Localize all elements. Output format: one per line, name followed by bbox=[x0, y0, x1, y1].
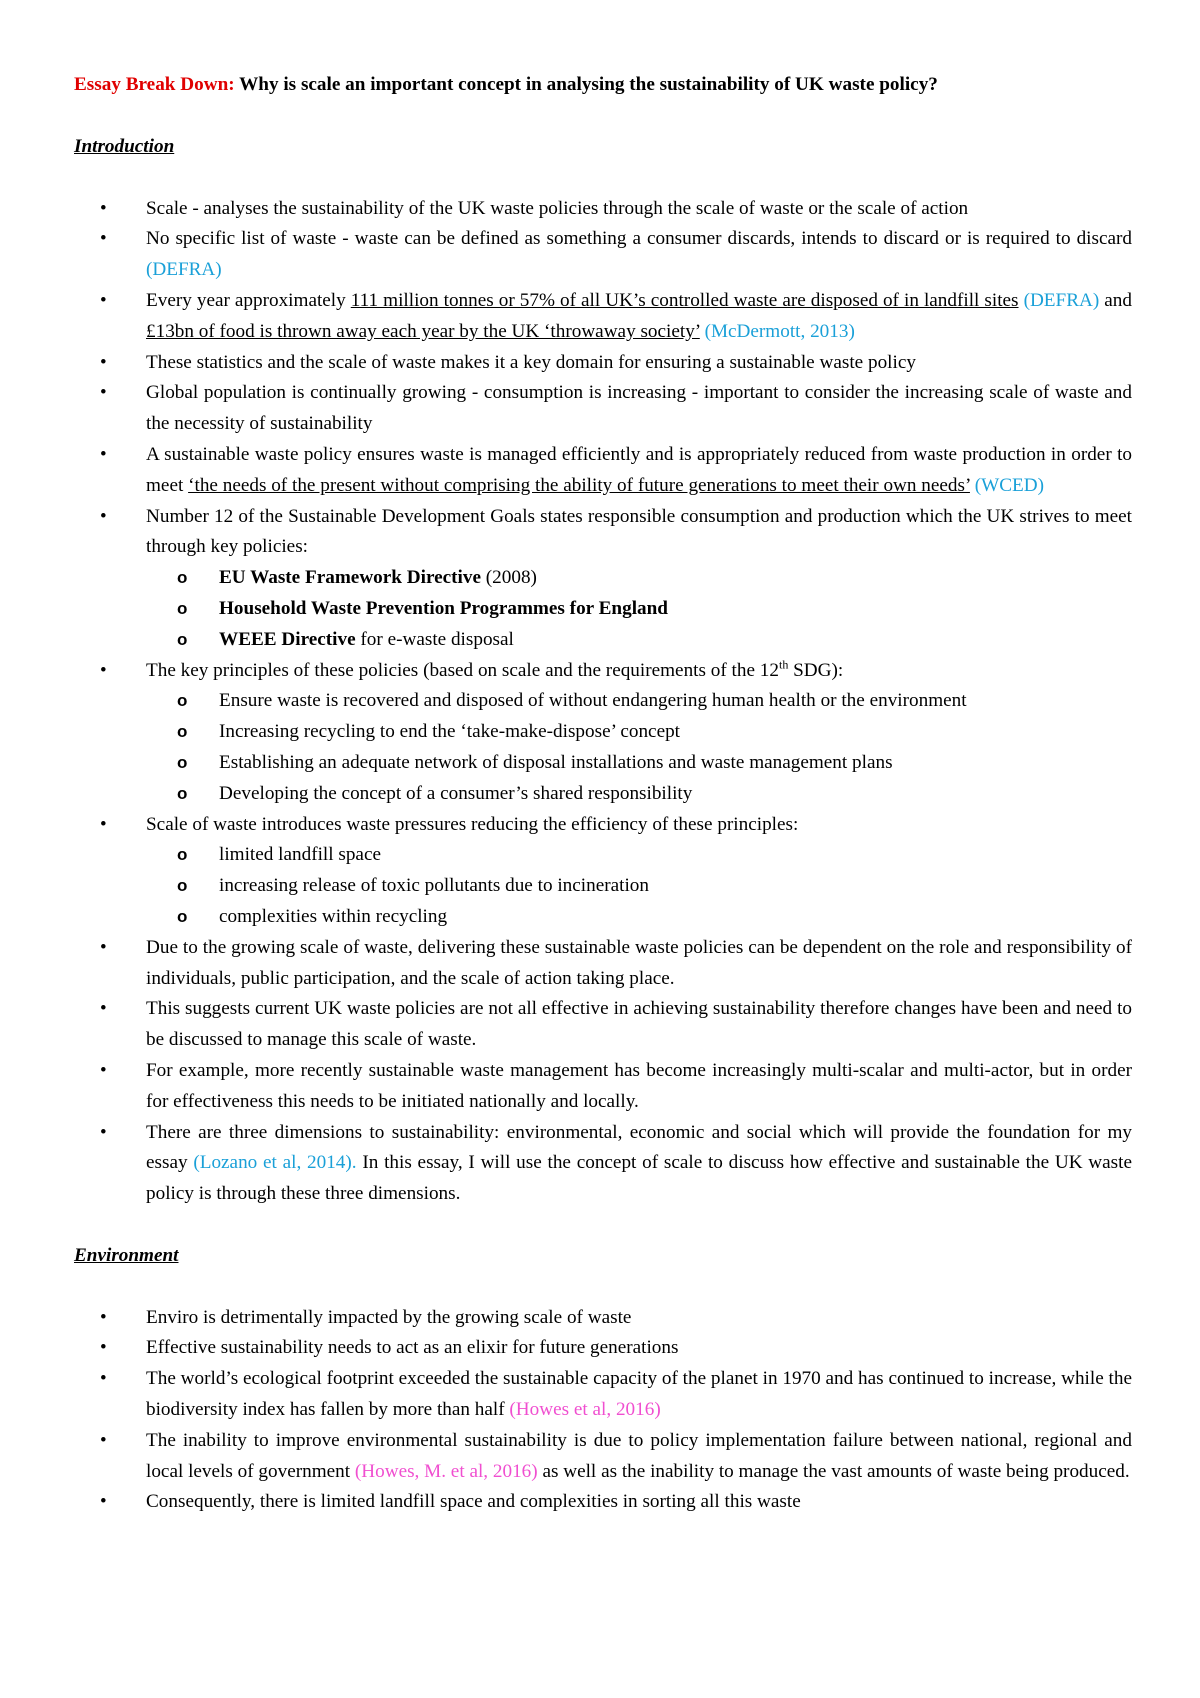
citation: (Lozano et al, 2014). bbox=[193, 1152, 357, 1174]
bullet-icon: • bbox=[100, 1491, 107, 1513]
section-heading-environment: Environment bbox=[74, 1244, 179, 1266]
list-item: • For example, more recently sustainable waste management has become increasingly multi-scalar and multi-actor, but in order for effectiveness this needs to be initiated nationally and locally. bbox=[74, 1056, 1132, 1118]
citation: (McDermott, 2013) bbox=[704, 320, 855, 342]
sub-bullet-icon: o bbox=[177, 876, 188, 896]
sub-list-item: o complexities within recycling bbox=[146, 902, 1132, 933]
list-item: • The world’s ecological footprint exceeded the sustainable capacity of the planet in 1970 and has continued to increase, while the biodiversity index has fallen by more than half (Howes et al, 2016) bbox=[74, 1364, 1132, 1426]
section-heading-introduction: Introduction bbox=[74, 135, 175, 157]
sub-bullet-icon: o bbox=[177, 568, 188, 588]
title-label: Essay Break Down: bbox=[74, 74, 235, 95]
bullet-icon: • bbox=[100, 1306, 107, 1328]
sub-bullet-icon: o bbox=[177, 691, 188, 711]
principles-sublist bbox=[146, 686, 1132, 809]
list-item: • Due to the growing scale of waste, delivering these sustainable waste policies can be dependent on the role and responsibility of individuals, public participation, and the scale of action taking place. bbox=[74, 933, 1132, 995]
underlined-quote: ‘the needs of the present without comprising the ability of future generations to meet their own needs’ bbox=[188, 474, 970, 496]
sub-bullet-icon: o bbox=[177, 629, 188, 649]
document-page bbox=[74, 70, 1132, 1518]
citation: (DEFRA) bbox=[146, 259, 222, 281]
underlined-statistic: 111 million tonnes or 57% of all UK’s controlled waste are disposed of in landfill sites bbox=[350, 289, 1019, 311]
introduction-bullets bbox=[74, 194, 1132, 1210]
list-item: • These statistics and the scale of waste makes it a key domain for ensuring a sustainable waste policy bbox=[74, 348, 1132, 379]
sub-list-item: o Ensure waste is recovered and disposed of without endangering human health or the environment bbox=[146, 686, 1132, 717]
bullet-icon: • bbox=[100, 505, 107, 527]
list-item: • A sustainable waste policy ensures waste is managed efficiently and is appropriately reduced from waste production in order to meet ‘the needs of the present without comprising the ability of future generations to meet their own needs’ (WCED) bbox=[74, 440, 1132, 502]
bullet-icon: • bbox=[100, 1121, 107, 1143]
list-item: • Effective sustainability needs to act as an elixir for future generations bbox=[74, 1333, 1132, 1364]
sub-bullet-icon: o bbox=[177, 598, 188, 618]
bullet-icon: • bbox=[100, 1059, 107, 1081]
bullet-icon: • bbox=[100, 228, 107, 250]
policy-sublist bbox=[146, 563, 1132, 655]
title-question: Why is scale an important concept in analysing the sustainability of UK waste policy? bbox=[239, 74, 938, 95]
bullet-icon: • bbox=[100, 351, 107, 373]
bullet-icon: • bbox=[100, 1337, 107, 1359]
list-item: • This suggests current UK waste policies are not all effective in achieving sustainability therefore changes have been and need to be discussed to manage this scale of waste. bbox=[74, 994, 1132, 1056]
sub-bullet-icon: o bbox=[177, 722, 188, 742]
list-item: • Scale - analyses the sustainability of the UK waste policies through the scale of waste or the scale of action bbox=[74, 194, 1132, 225]
sub-list-item: o Establishing an adequate network of disposal installations and waste management plans bbox=[146, 748, 1132, 779]
sub-list-item: o WEEE Directive for e-waste disposal bbox=[146, 625, 1132, 656]
citation: (DEFRA) bbox=[1023, 289, 1100, 311]
list-item: • Consequently, there is limited landfill space and complexities in sorting all this waste bbox=[74, 1487, 1132, 1518]
list-item: • Every year approximately 111 million tonnes or 57% of all UK’s controlled waste are disposed of in landfill sites (DEFRA) and £13bn of food is thrown away each year by the UK ‘throwaway society’ (McDermott, 2013) bbox=[74, 286, 1132, 348]
list-item: • The inability to improve environmental sustainability is due to policy implementation failure between national, regional and local levels of government (Howes, M. et al, 2016) as well as the inability to manage the vast amounts of waste being produced. bbox=[74, 1426, 1132, 1488]
sub-list-item: o Developing the concept of a consumer’s shared responsibility bbox=[146, 779, 1132, 810]
bullet-icon: • bbox=[100, 936, 107, 958]
bullet-icon: • bbox=[100, 382, 107, 404]
list-item: • Scale of waste introduces waste pressures reducing the efficiency of these principles: o limited landfill space o increasing release of toxic pollutants due to incineration o complexities within recycling bbox=[74, 810, 1132, 933]
underlined-statistic: £13bn of food is thrown away each year by the UK ‘throwaway society’ bbox=[146, 320, 700, 342]
sub-bullet-icon: o bbox=[177, 845, 188, 865]
citation: (Howes, M. et al, 2016) bbox=[354, 1460, 538, 1482]
list-item: • Enviro is detrimentally impacted by the growing scale of waste bbox=[74, 1303, 1132, 1334]
essay-title bbox=[74, 70, 1132, 101]
bullet-icon: • bbox=[100, 1368, 107, 1390]
sub-list-item: o Household Waste Prevention Programmes for England bbox=[146, 594, 1132, 625]
bullet-icon: • bbox=[100, 197, 107, 219]
citation: (WCED) bbox=[974, 474, 1044, 496]
pressures-sublist bbox=[146, 840, 1132, 932]
bullet-icon: • bbox=[100, 998, 107, 1020]
environment-bullets bbox=[74, 1303, 1132, 1519]
sub-list-item: o Increasing recycling to end the ‘take-make-dispose’ concept bbox=[146, 717, 1132, 748]
sub-list-item: o increasing release of toxic pollutants due to incineration bbox=[146, 871, 1132, 902]
list-item: • There are three dimensions to sustainability: environmental, economic and social which will provide the foundation for my essay (Lozano et al, 2014). In this essay, I will use the concept of scale to discuss how effective and sustainable the UK waste policy is through these three dimensions. bbox=[74, 1118, 1132, 1210]
list-item: • Global population is continually growing - consumption is increasing - important to consider the increasing scale of waste and the necessity of sustainability bbox=[74, 378, 1132, 440]
bullet-icon: • bbox=[100, 659, 107, 681]
list-item: • Number 12 of the Sustainable Development Goals states responsible consumption and production which the UK strives to meet through key policies: o EU Waste Framework Directive (2008) o Household Waste Prevention Programmes for England o WEEE Directive for e-waste disposal bbox=[74, 502, 1132, 656]
list-item: • The key principles of these policies (based on scale and the requirements of the 12th SDG): o Ensure waste is recovered and disposed of without endangering human health or the environment o Increasing recycling to end the ‘take-make-dispose’ concept o Establishing an adequate network of disposal installations and waste management plans o Developing the concept of a consumer’s shared responsibility bbox=[74, 656, 1132, 810]
sub-bullet-icon: o bbox=[177, 752, 188, 772]
bullet-icon: • bbox=[100, 813, 107, 835]
sub-bullet-icon: o bbox=[177, 783, 188, 803]
list-item: • No specific list of waste - waste can be defined as something a consumer discards, intends to discard or is required to discard (DEFRA) bbox=[74, 224, 1132, 286]
bullet-icon: • bbox=[100, 1429, 107, 1451]
citation: (Howes et al, 2016) bbox=[509, 1399, 661, 1421]
bullet-icon: • bbox=[100, 289, 107, 311]
sub-list-item: o limited landfill space bbox=[146, 840, 1132, 871]
sub-bullet-icon: o bbox=[177, 906, 188, 926]
sub-list-item: o EU Waste Framework Directive (2008) bbox=[146, 563, 1132, 594]
bullet-icon: • bbox=[100, 443, 107, 465]
